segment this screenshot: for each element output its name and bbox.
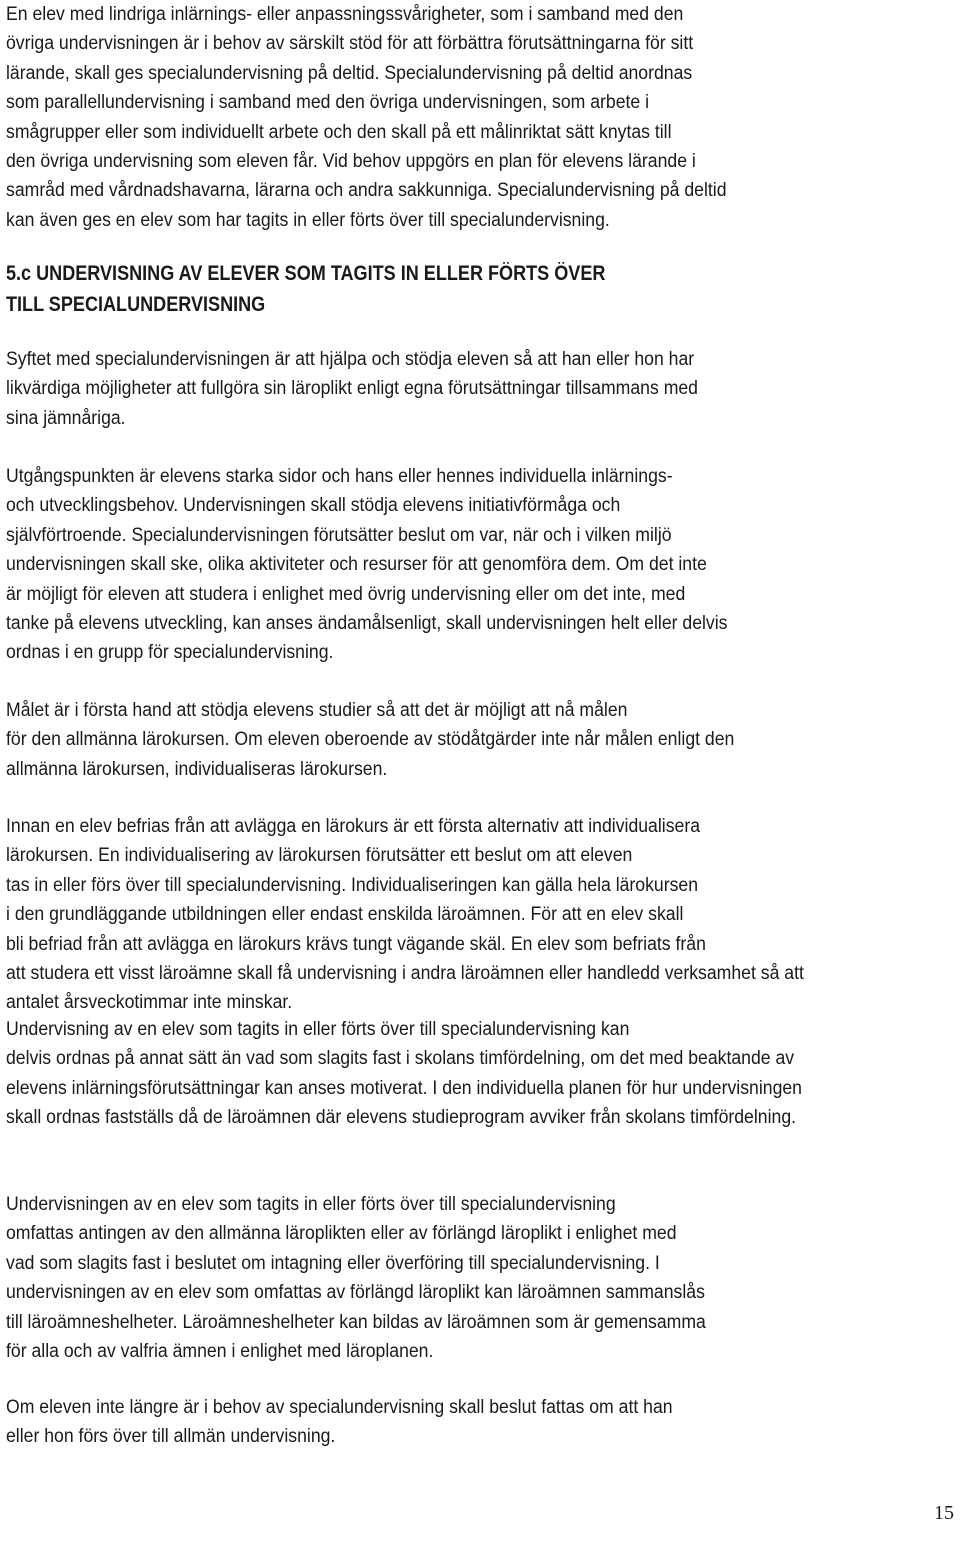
text-line: Om eleven inte längre är i behov av specialundervisning skall beslut fattas om att han — [6, 1396, 673, 1418]
text-line: undervisningen skall ske, olika aktiviteter och resurser för att genomföra dem. Om det inte — [6, 553, 707, 576]
text-line: Undervisning av en elev som tagits in eller förts över till specialundervisning kan — [6, 1018, 630, 1040]
heading-line: TILL SPECIALUNDERVISNING — [6, 293, 266, 316]
paragraph-compulsory-education — [6, 1190, 784, 1366]
text-line: samråd med vårdnadshavarna, lärarna och andra sakkunniga. Specialundervisning på deltid — [6, 179, 727, 202]
paragraph-part-time-special-education — [6, 0, 807, 235]
text-line: som parallellundervisning i samband med den övriga undervisningen, som arbete i — [6, 91, 650, 114]
text-line: självförtroende. Specialundervisningen förutsätter beslut om var, när och i vilken miljö — [6, 523, 672, 546]
paragraph-exemption — [6, 812, 893, 1018]
text-line: för alla och av valfria ämnen i enlighet med läroplanen. — [6, 1340, 434, 1363]
text-line: tanke på elevens utveckling, kan anses ändamålsenligt, skall undervisningen helt eller delvis — [6, 612, 728, 635]
text-line: Syftet med specialundervisningen är att hjälpa och stödja eleven så att han eller hon har — [6, 348, 695, 370]
text-line: ordnas i en grupp för specialundervisning. — [6, 641, 334, 664]
text-line: och utvecklingsbehov. Undervisningen skall stödja elevens initiativförmåga och — [6, 494, 621, 517]
text-line: smågrupper eller som individuellt arbete och den skall på ett målinriktat sätt knytas till — [6, 120, 672, 143]
text-line: likvärdiga möjligheter att fullgöra sin läroplikt enligt egna förutsättningar tillsammans med — [6, 377, 699, 400]
text-line: Innan en elev befrias från att avlägga en lärokurs är ett första alternativ att individualisera — [6, 815, 701, 837]
text-line: elevens inlärningsförutsättningar kan anses motiverat. I den individuella planen för hur undervisningen — [6, 1076, 802, 1099]
text-line: undervisningen av en elev som omfattas av förlängd läroplikt kan läroämnen sammanslås — [6, 1281, 705, 1304]
section-heading — [6, 258, 703, 320]
text-line: till läroämneshelheter. Läroämneshelheter kan bildas av läroämnen som är gemensamma — [6, 1310, 706, 1333]
paragraph-timetable — [6, 1015, 890, 1133]
text-line: sina jämnåriga. — [6, 406, 126, 429]
text-line: antalet årsveckotimmar inte minskar. — [6, 991, 293, 1014]
text-line: är möjligt för eleven att studera i enlighet med övrig undervisning eller om det inte, med — [6, 582, 686, 605]
text-line: Målet är i första hand att stödja elevens studier så att det är möjligt att nå målen — [6, 699, 628, 721]
text-line: Utgångspunkten är elevens starka sidor och hans eller hennes individuella inlärnings- — [6, 465, 673, 487]
text-line: att studera ett visst läroämne skall få undervisning i andra läroämnen eller handledd verksamhet så att — [6, 962, 804, 985]
text-line: den övriga undervisning som eleven får. Vid behov uppgörs en plan för elevens lärande i — [6, 150, 696, 173]
page-number: 15 — [934, 1502, 954, 1524]
heading-line: 5.c UNDERVISNING AV ELEVER SOM TAGITS IN ELLER FÖRTS ÖVER — [6, 262, 606, 285]
text-line: eller hon förs över till allmän undervisning. — [6, 1425, 336, 1448]
paragraph-starting-point — [6, 462, 808, 668]
text-line: övriga undervisningen är i behov av särskilt stöd för att förbättra förutsättningarna för sitt — [6, 32, 694, 55]
text-line: omfattas antingen av den allmänna läroplikten eller av förlängd läroplikt i enlighet med — [6, 1222, 677, 1245]
text-line: i den grundläggande utbildningen eller endast enskilda läroämnen. För att en elev skall — [6, 903, 684, 926]
text-line: vad som slagits fast i beslutet om intagning eller överföring till specialundervisning. I — [6, 1251, 660, 1274]
text-line: för den allmänna lärokursen. Om eleven oberoende av stödåtgärder inte når målen enligt den — [6, 728, 735, 751]
paragraph-goal — [6, 696, 815, 784]
text-line: allmänna lärokursen, individualiseras lärokursen. — [6, 757, 388, 780]
text-line: lärokursen. En individualisering av lärokursen förutsätter ett beslut om att eleven — [6, 844, 633, 867]
paragraph-purpose — [6, 345, 775, 433]
text-line: lärande, skall ges specialundervisning på deltid. Specialundervisning på deltid anordnas — [6, 61, 693, 84]
text-line: Undervisningen av en elev som tagits in eller förts över till specialundervisning — [6, 1193, 616, 1215]
text-line: skall ordnas fastställs då de läroämnen där elevens studieprogram avviker från skolans timfördelning. — [6, 1106, 797, 1129]
text-line: kan även ges en elev som har tagits in eller förts över till specialundervisning. — [6, 208, 610, 231]
text-line: delvis ordnas på annat sätt än vad som slagits fast i skolans timfördelning, om det med beaktande av — [6, 1047, 795, 1070]
text-line: bli befriad från att avlägga en lärokurs krävs tungt vägande skäl. En elev som befriats från — [6, 932, 706, 955]
text-line: En elev med lindriga inlärnings- eller anpassningssvårigheter, som i samband med den — [6, 3, 684, 25]
text-line: tas in eller förs över till specialundervisning. Individualiseringen kan gälla hela lärokursen — [6, 873, 699, 896]
paragraph-transfer-back — [6, 1393, 747, 1452]
